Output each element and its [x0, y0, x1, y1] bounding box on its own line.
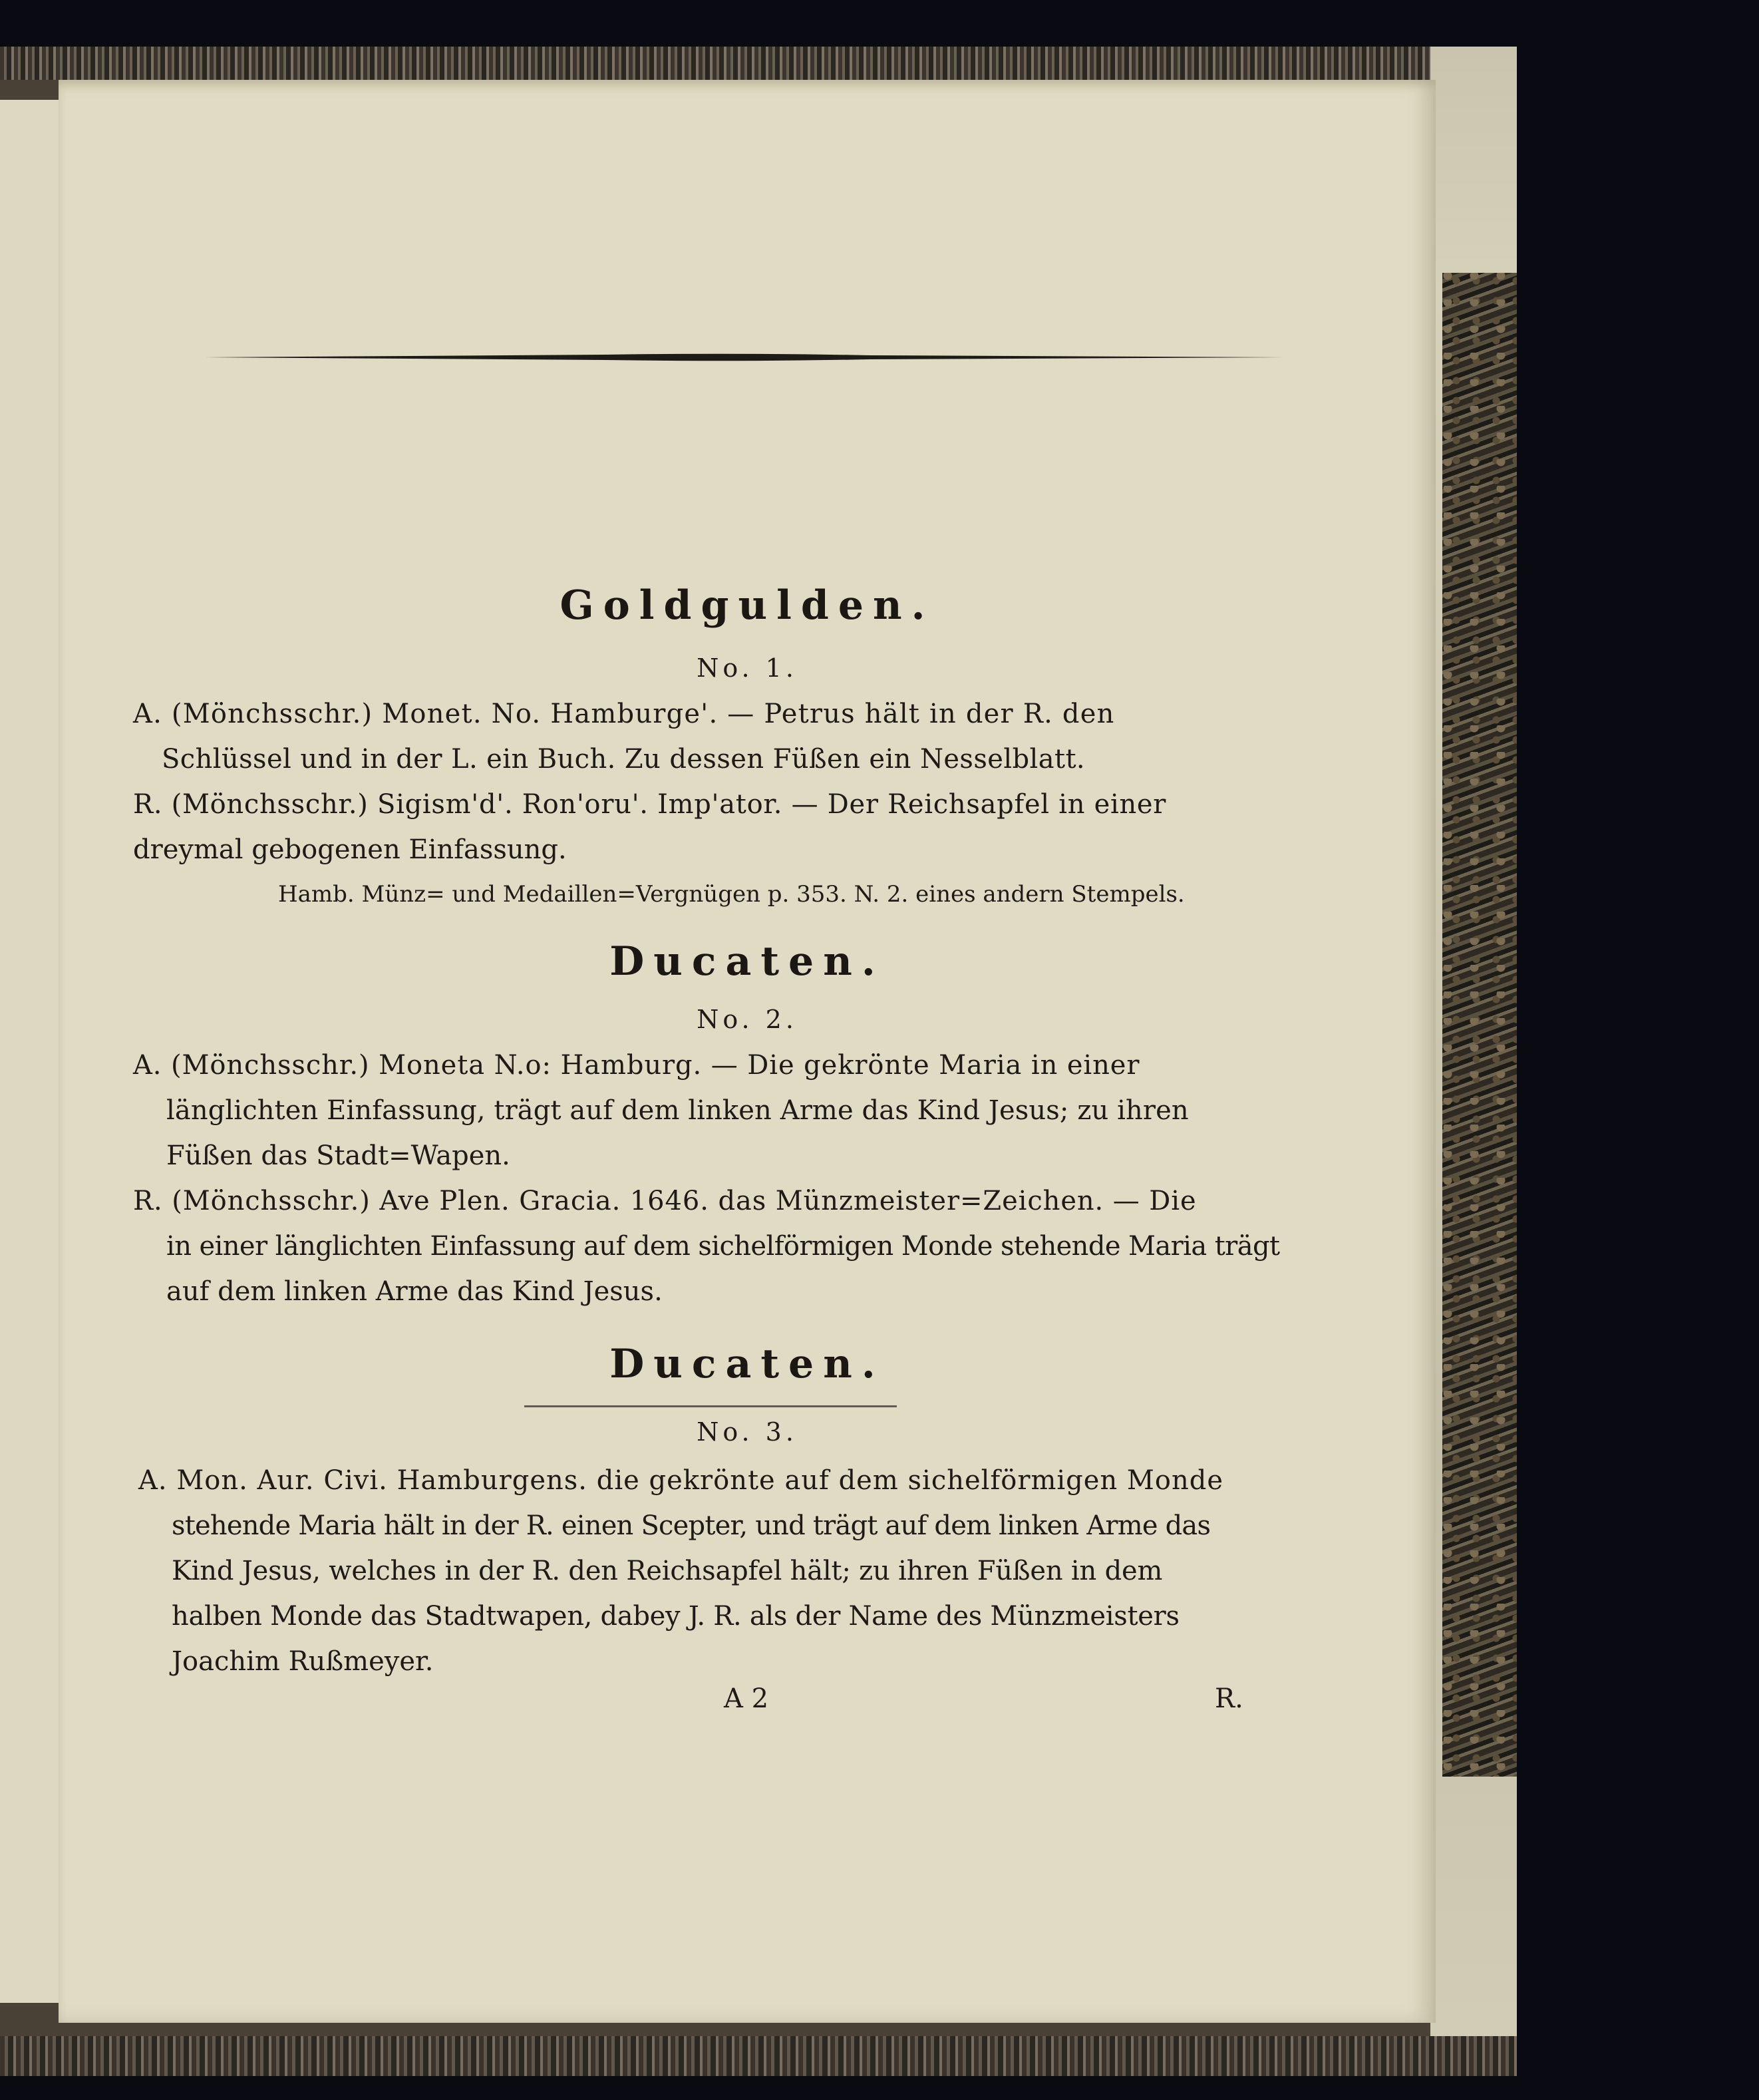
text-line: halben Monde das Stadtwapen, dabey J. R. als der Name des Münzmeisters	[172, 1601, 1180, 1632]
text-line: Füßen das Stadt=Wapen.	[166, 1140, 510, 1171]
text-line: Kind Jesus, welches in der R. den Reichsapfel hält; zu ihren Füßen in dem	[172, 1556, 1163, 1586]
reference-line: Hamb. Münz= und Medaillen=Vergnügen p. 353. N. 2. eines andern Stempels.	[278, 881, 1185, 908]
text-line: R. (Mönchsschr.) Sigism'd'. Ron'oru'. Imp'ator. — Der Reichsapfel in einer	[133, 789, 1167, 820]
text-line: A. (Mönchsschr.) Moneta N.o: Hamburg. — Die gekrönte Maria in einer	[133, 1050, 1140, 1081]
signature-mark: A 2	[724, 1683, 769, 1714]
marbled-board	[1442, 273, 1517, 1777]
catchword: R.	[1215, 1683, 1243, 1714]
coin-number: No. 2.	[697, 1005, 798, 1034]
text-line: Joachim Rußmeyer.	[172, 1646, 434, 1677]
section-heading-ducaten: Ducaten.	[609, 938, 885, 985]
header-rule	[205, 353, 1283, 362]
text-line: A. Mon. Aur. Civi. Hamburgens. die gekrönte auf dem sichelförmigen Monde	[138, 1465, 1224, 1496]
book-page	[59, 80, 1436, 2023]
coin-number: No. 1.	[697, 653, 798, 683]
left-page-edge	[0, 100, 63, 2003]
text-line: auf dem linken Arme das Kind Jesus.	[166, 1276, 663, 1307]
text-line: länglichten Einfassung, trägt auf dem linken Arme das Kind Jesus; zu ihren	[166, 1095, 1189, 1126]
text-line: stehende Maria hält in der R. einen Scepter, und trägt auf dem linken Arme das	[172, 1510, 1211, 1541]
section-rule	[524, 1405, 897, 1407]
coin-number: No. 3.	[697, 1417, 798, 1447]
text-line: in einer länglichten Einfassung auf dem sichelförmigen Monde stehende Maria trägt	[166, 1231, 1280, 1262]
cover-top-edge	[0, 47, 1510, 80]
section-heading-ducaten: Ducaten.	[609, 1341, 885, 1387]
text-line: dreymal gebogenen Einfassung.	[133, 834, 567, 865]
text-line: A. (Mönchsschr.) Monet. No. Hamburge'. — Petrus hält in der R. den	[133, 699, 1115, 729]
text-line: R. (Mönchsschr.) Ave Plen. Gracia. 1646. das Münzmeister=Zeichen. — Die	[133, 1186, 1197, 1216]
section-heading-goldgulden: Goldgulden.	[560, 582, 935, 629]
cover-bottom-edge	[0, 2036, 1517, 2076]
text-line: Schlüssel und in der L. ein Buch. Zu dessen Füßen ein Nesselblatt.	[162, 744, 1086, 775]
